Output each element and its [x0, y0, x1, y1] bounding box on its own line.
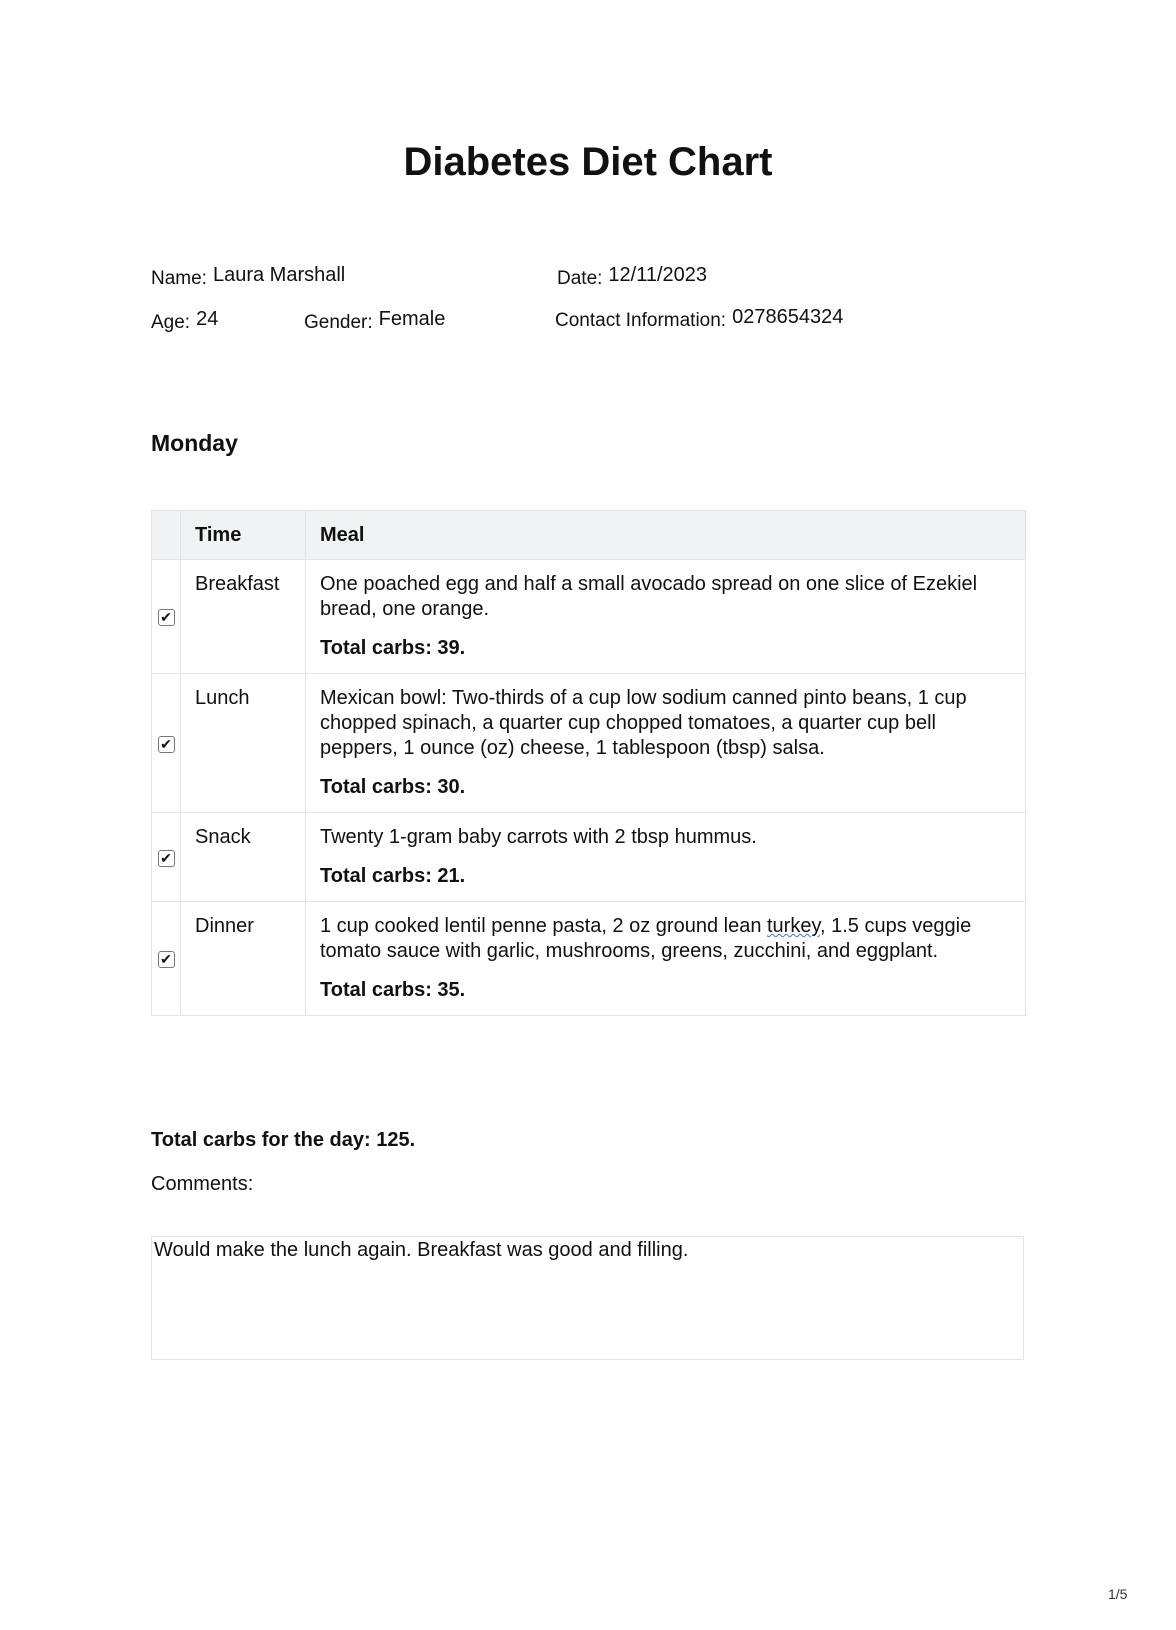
date-value: 12/11/2023: [608, 264, 708, 286]
comments-box[interactable]: Would make the lunch again. Breakfast was good and filling.: [151, 1236, 1024, 1360]
table-row: [152, 560, 1026, 674]
table-header-row: [152, 511, 1026, 560]
meal-cell: [306, 674, 1026, 813]
header-meal: Meal: [306, 511, 1026, 560]
meal-time: Breakfast: [181, 560, 306, 674]
name-field: [151, 264, 345, 287]
meal-carbs: Total carbs: 21.: [320, 865, 466, 887]
meal-text-part: 1 cup cooked lentil penne pasta, 2 oz ground lean: [320, 915, 767, 937]
page-title: Diabetes Diet Chart: [403, 140, 773, 184]
meal-time: Lunch: [181, 674, 306, 813]
meal-text: One poached egg and half a small avocado spread on one slice of Ezekiel bread, one orange.: [320, 573, 978, 620]
meal-text-part: , 1.5 cups veggie tomato sauce with garlic, mushrooms, greens, zucchini, and eggplant.: [320, 915, 972, 962]
contact-label: Contact Information:: [555, 310, 727, 331]
checkbox[interactable]: ✔: [158, 736, 175, 753]
contact-value: 0278654324: [732, 306, 844, 328]
meal-carbs: Total carbs: 30.: [320, 776, 466, 798]
meal-time: Snack: [181, 813, 306, 902]
header-check: [152, 511, 181, 560]
gender-label: Gender:: [304, 312, 373, 333]
gender-value: Female: [378, 308, 446, 330]
spellcheck-word: turkey: [767, 915, 820, 937]
date-label: Date:: [557, 268, 603, 289]
comments-label: Comments:: [151, 1173, 254, 1195]
name-value: Laura Marshall: [212, 264, 346, 286]
contact-field: [555, 306, 843, 329]
checkbox[interactable]: ✔: [158, 609, 175, 626]
meal-cell: [306, 902, 1026, 1016]
meal-table: [151, 510, 1026, 1016]
day-heading: Monday: [151, 430, 238, 456]
meal-text: Mexican bowl: Two-thirds of a cup low sodium canned pinto beans, 1 cup chopped spinach, a quarter cup chopped tomatoes, a quarter cup bell peppers, 1 ounce (oz) cheese, 1 tablespoon (tbsp) salsa.: [320, 687, 967, 759]
meal-cell: [306, 560, 1026, 674]
checkbox[interactable]: ✔: [158, 951, 175, 968]
age-field: [151, 308, 218, 331]
meal-carbs: Total carbs: 39.: [320, 637, 466, 659]
meal-cell: [306, 813, 1026, 902]
table-row: [152, 674, 1026, 813]
age-value: 24: [196, 308, 219, 330]
checkbox[interactable]: ✔: [158, 850, 175, 867]
header-time: Time: [181, 511, 306, 560]
date-field: [557, 264, 707, 287]
age-label: Age:: [151, 312, 191, 333]
meal-text: Twenty 1-gram baby carrots with 2 tbsp hummus.: [320, 826, 757, 848]
meal-time: Dinner: [181, 902, 306, 1016]
name-label: Name:: [151, 268, 207, 289]
table-row: [152, 902, 1026, 1016]
gender-field: [304, 308, 445, 331]
table-row: [152, 813, 1026, 902]
page-number: 1/5: [1108, 1586, 1128, 1602]
total-carbs-day: Total carbs for the day: 125.: [151, 1129, 416, 1151]
meal-carbs: Total carbs: 35.: [320, 979, 466, 1001]
meal-text: [320, 915, 971, 962]
